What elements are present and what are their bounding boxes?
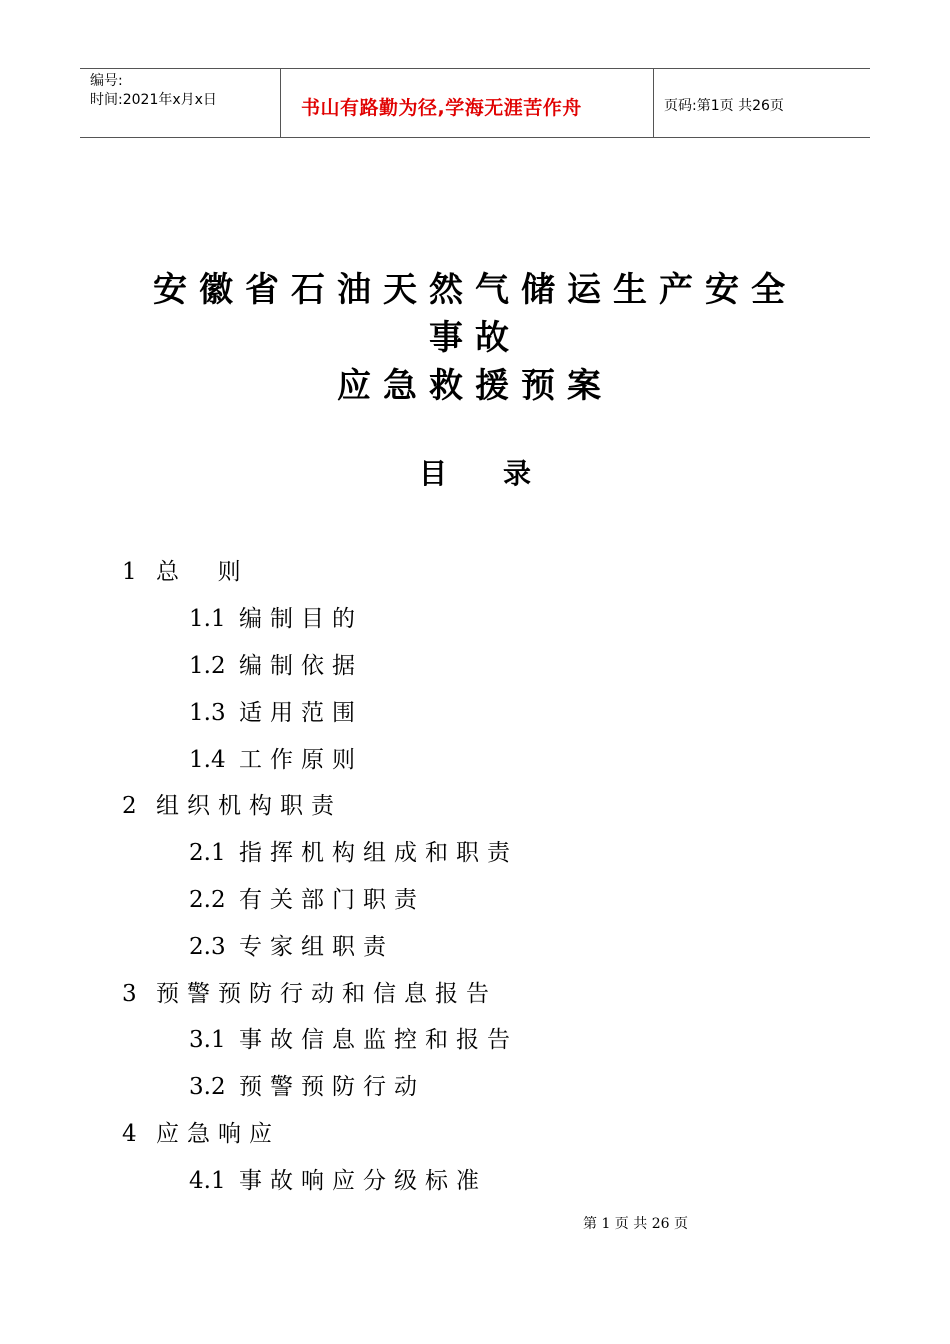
toc-entry-text: 总 则	[156, 559, 249, 585]
toc-entry-number: 2	[122, 793, 137, 819]
toc-entry-text: 组织机构职责	[156, 793, 342, 819]
toc-entry	[189, 928, 394, 961]
document-title-line-2: 事故	[429, 318, 521, 358]
toc-entry-text: 编制依据	[239, 653, 363, 679]
toc-entry	[189, 1021, 518, 1054]
toc-entry-number: 2.3	[189, 934, 226, 960]
toc-entry-text: 有关部门职责	[239, 887, 425, 913]
toc-entry	[189, 1162, 487, 1195]
toc-entry-text: 编制目的	[239, 606, 363, 632]
toc-entry-number: 2.2	[189, 887, 226, 913]
header-meta-cell	[80, 69, 281, 137]
document-title-line-1: 安徽省石油天然气储运生产安全	[153, 270, 797, 310]
toc-entry	[189, 694, 363, 727]
motto-text: 书山有路勤为径,学海无涯苦作舟	[301, 97, 582, 119]
toc-entry	[122, 975, 497, 1008]
toc-entry	[189, 600, 363, 633]
toc-entry-text: 工作原则	[239, 747, 363, 773]
toc-entry-text: 专家组职责	[239, 934, 394, 960]
page-footer: 第 1 页 共 26 页	[583, 1216, 688, 1232]
header-page-cell	[654, 69, 870, 137]
toc-entry-text: 事故响应分级标准	[239, 1168, 487, 1194]
toc-entry-number: 1.3	[189, 700, 226, 726]
toc-entry-number: 3	[122, 981, 137, 1007]
page-header	[80, 68, 870, 138]
toc-heading: 目录	[418, 457, 587, 490]
time-label: 时间:2021年x月x日	[90, 92, 217, 108]
toc-entry-number: 3.2	[189, 1074, 226, 1100]
toc-entry-text: 预警预防行动	[239, 1074, 425, 1100]
header-page-info: 页码:第1页 共26页	[664, 98, 784, 114]
toc-entry-text: 应急响应	[156, 1121, 280, 1147]
toc-entry-text: 适用范围	[239, 700, 363, 726]
toc-entry-number: 2.1	[189, 840, 226, 866]
toc-entry-number: 1.1	[189, 606, 226, 632]
document-title-line-3: 应急救援预案	[337, 366, 613, 406]
toc-entry	[122, 787, 342, 820]
toc-entry-number: 1	[122, 559, 137, 585]
toc-entry	[189, 647, 363, 680]
toc-entry	[189, 834, 518, 867]
toc-entry	[122, 553, 249, 586]
toc-entry-number: 1.2	[189, 653, 226, 679]
toc-entry-text: 预警预防行动和信息报告	[156, 981, 497, 1007]
toc-entry-number: 3.1	[189, 1027, 226, 1053]
toc-entry	[189, 1068, 425, 1101]
toc-entry	[189, 741, 363, 774]
toc-entry	[122, 1115, 280, 1148]
toc-entry-number: 4	[122, 1121, 137, 1147]
header-motto-cell	[281, 69, 654, 137]
toc-entry	[189, 881, 425, 914]
toc-entry-number: 4.1	[189, 1168, 226, 1194]
toc-entry-number: 1.4	[189, 747, 226, 773]
number-label: 编号:	[90, 73, 123, 89]
toc-entry-text: 事故信息监控和报告	[239, 1027, 518, 1053]
toc-entry-text: 指挥机构组成和职责	[239, 840, 518, 866]
